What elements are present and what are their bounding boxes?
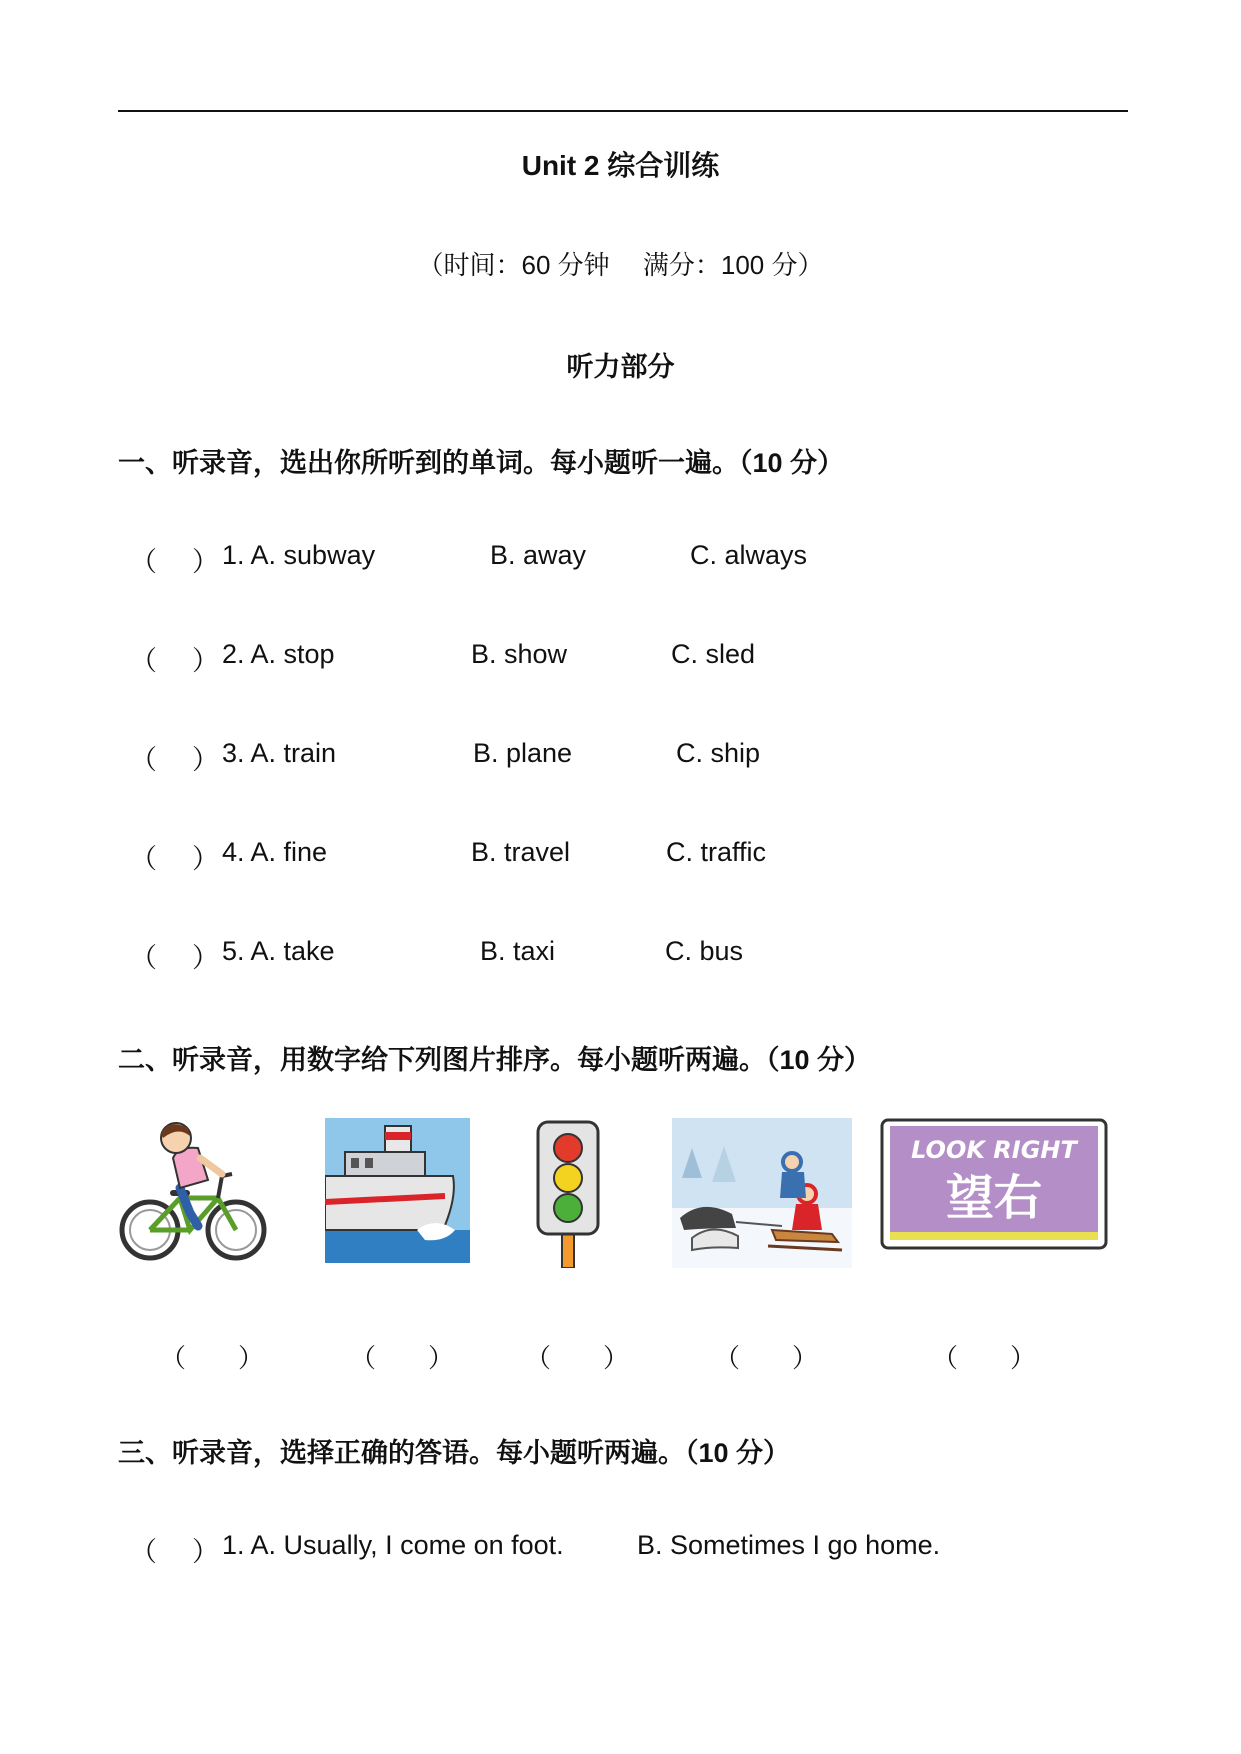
option-b: B. taxi — [480, 936, 556, 966]
answer-blank-open: （ — [130, 1537, 157, 1567]
answer-blank-close: ） — [192, 844, 219, 874]
ship-picture — [325, 1118, 470, 1263]
order-blank: （ ） — [714, 1343, 819, 1373]
section-title: 听力部分 — [566, 352, 675, 382]
answer-blank-open: （ — [130, 943, 157, 973]
red-light — [554, 1134, 582, 1162]
option-c: C. always — [690, 540, 808, 570]
option-b: B. plane — [473, 738, 573, 768]
answer-blank-close: ） — [192, 943, 219, 973]
option-b: B. show — [471, 639, 568, 669]
option-a: 4. A. fine — [222, 837, 328, 867]
option-c: C. traffic — [666, 837, 767, 867]
answer-blank-open: （ — [130, 646, 157, 676]
answer-blank-close: ） — [192, 745, 219, 775]
page-title: Unit 2 综合训练 — [521, 150, 720, 181]
answer-blank-open: （ — [130, 844, 157, 874]
answer-blank-close: ） — [192, 547, 219, 577]
sign-text-chinese: 望右 — [945, 1170, 1043, 1226]
order-blank: （ ） — [525, 1343, 630, 1373]
bicycle-picture — [118, 1118, 268, 1268]
dog-sled-picture — [672, 1118, 852, 1268]
look-right-sign-picture — [880, 1118, 1108, 1252]
option-a: 3. A. train — [222, 738, 337, 768]
option-b: B. Sometimes I go home. — [637, 1530, 941, 1560]
header-rule — [118, 110, 1128, 112]
sign-text-english: LOOK RIGHT — [911, 1136, 1077, 1164]
yellow-light — [554, 1164, 582, 1192]
answer-blank-close: ） — [192, 1537, 219, 1567]
part2-heading: 二、听录音，用数字给下列图片排序。每小题听两遍。（10 分） — [118, 1045, 872, 1075]
order-blank: （ ） — [350, 1343, 455, 1373]
option-c: C. bus — [665, 936, 744, 966]
option-b: B. travel — [471, 837, 571, 867]
order-blank: （ ） — [160, 1343, 265, 1373]
exam-meta: （时间：60 分钟 满分：100 分） — [417, 250, 824, 280]
answer-blank-close: ） — [192, 646, 219, 676]
green-light — [554, 1194, 582, 1222]
part1-heading: 一、听录音，选出你所听到的单词。每小题听一遍。（10 分） — [118, 448, 845, 478]
order-blank: （ ） — [932, 1343, 1037, 1373]
option-c: C. ship — [676, 738, 761, 768]
option-a: 5. A. take — [222, 936, 335, 966]
option-c: C. sled — [671, 639, 756, 669]
option-b: B. away — [490, 540, 587, 570]
part3-heading: 三、听录音，选择正确的答语。每小题听两遍。（10 分） — [118, 1438, 791, 1468]
answer-blank-open: （ — [130, 745, 157, 775]
option-a: 2. A. stop — [222, 639, 335, 669]
option-a: 1. A. Usually, I come on foot. — [222, 1530, 564, 1560]
answer-blank-open: （ — [130, 547, 157, 577]
traffic-light-picture — [528, 1118, 608, 1268]
option-a: 1. A. subway — [222, 540, 376, 570]
